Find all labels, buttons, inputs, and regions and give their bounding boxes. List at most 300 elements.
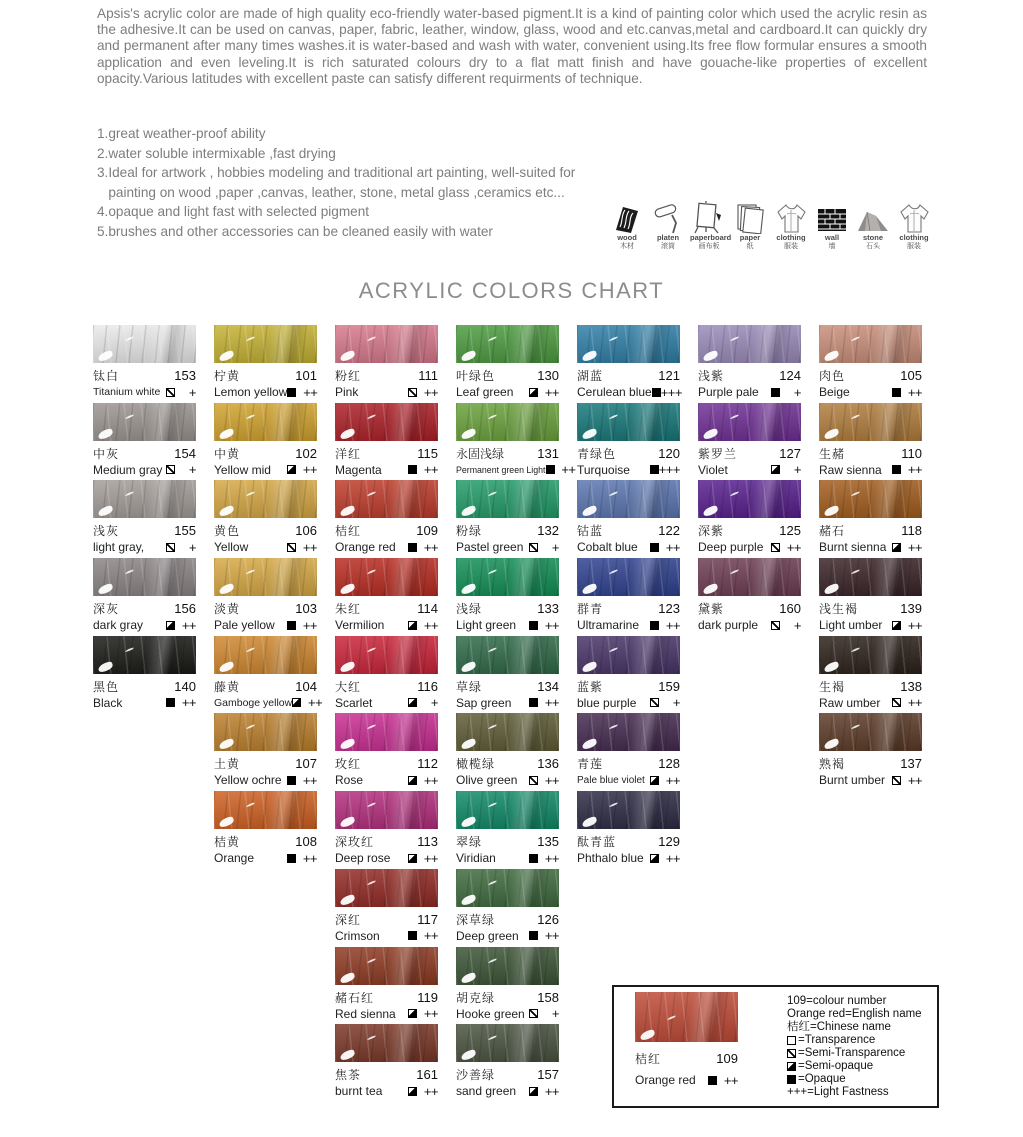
color-en-name: Deep rose bbox=[335, 851, 391, 866]
swatch-cell bbox=[456, 636, 559, 714]
swatch-image bbox=[214, 636, 317, 674]
semi-transparence-symbol bbox=[529, 543, 538, 552]
swatch-cell bbox=[577, 325, 680, 403]
color-cn-name: 深紫 bbox=[698, 524, 725, 539]
surface-label-cn: 木材 bbox=[620, 242, 634, 250]
fastness-marks: ++ bbox=[423, 539, 438, 555]
swatch-image bbox=[214, 558, 317, 596]
fastness-marks: + bbox=[430, 695, 438, 711]
swatch-cell bbox=[93, 636, 196, 714]
color-number: 132 bbox=[537, 523, 559, 539]
legend-sample-en-name: Orange red bbox=[635, 1073, 696, 1087]
surface-label-en: clothing bbox=[899, 233, 929, 242]
color-number: 123 bbox=[658, 601, 680, 617]
legend-line-label: 109=colour number bbox=[787, 995, 887, 1007]
surface-label-cn: 画布板 bbox=[698, 242, 720, 250]
color-number: 125 bbox=[779, 523, 801, 539]
swatch-image bbox=[577, 325, 680, 363]
swatch-cell bbox=[819, 636, 922, 714]
color-number: 112 bbox=[417, 756, 438, 772]
color-number: 134 bbox=[537, 678, 559, 694]
color-number: 105 bbox=[900, 368, 922, 383]
surface-platen bbox=[649, 201, 687, 251]
swatch-image bbox=[335, 947, 438, 985]
swatch-image bbox=[93, 325, 196, 363]
fastness-marks: ++ bbox=[181, 617, 196, 633]
swatch-cell bbox=[819, 325, 922, 403]
color-cn-name: 柠黄 bbox=[214, 369, 241, 383]
color-en-name: Ultramarine bbox=[577, 618, 640, 633]
color-cn-name: 浅绿 bbox=[456, 602, 483, 617]
legend-line-label: =Semi-Transparence bbox=[798, 1047, 906, 1059]
color-cn-name: 桔红 bbox=[335, 524, 362, 539]
swatch-image bbox=[214, 325, 317, 363]
color-en-name: Permanent green Light bbox=[456, 464, 546, 475]
fastness-marks: + bbox=[551, 539, 559, 555]
surface-label-cn: 纸 bbox=[746, 242, 754, 250]
semi-opaque-symbol bbox=[408, 776, 417, 785]
color-en-name: Lemon yellow bbox=[214, 385, 288, 399]
color-cn-name: 赭石红 bbox=[335, 990, 375, 1005]
color-en-name: Orange bbox=[214, 851, 255, 866]
legend-sample bbox=[635, 992, 738, 1087]
fastness-marks: ++ bbox=[786, 539, 801, 555]
color-number: 122 bbox=[658, 523, 680, 539]
semi-transparence-symbol bbox=[529, 776, 538, 785]
opaque-symbol bbox=[892, 465, 901, 474]
swatch-cell bbox=[456, 1024, 559, 1102]
swatch-image bbox=[214, 791, 317, 829]
semi-opaque-symbol bbox=[771, 465, 780, 474]
surface-paper bbox=[731, 201, 769, 251]
color-cn-name: 胡克绿 bbox=[456, 990, 496, 1005]
swatch-cell bbox=[214, 403, 317, 481]
semi-opaque-symbol bbox=[408, 698, 417, 707]
color-number: 158 bbox=[537, 989, 559, 1005]
opaque-symbol bbox=[408, 465, 417, 474]
fastness-marks: ++ bbox=[423, 850, 438, 866]
color-number: 157 bbox=[537, 1067, 559, 1083]
swatch-image bbox=[819, 713, 922, 751]
legend-line bbox=[787, 1034, 922, 1047]
color-number: 119 bbox=[417, 989, 438, 1005]
fastness-marks: ++ bbox=[665, 850, 680, 866]
semi-opaque-symbol bbox=[166, 621, 175, 630]
color-en-name: Olive green bbox=[456, 773, 518, 788]
color-cn-name: 翠绿 bbox=[456, 835, 483, 850]
swatch-cell bbox=[335, 325, 438, 403]
color-number: 129 bbox=[658, 834, 680, 850]
color-en-name: Turquoise bbox=[577, 462, 630, 477]
color-en-name: dark gray bbox=[93, 618, 144, 633]
color-number: 161 bbox=[416, 1067, 438, 1083]
color-cn-name: 淡黄 bbox=[214, 602, 241, 617]
semi-opaque-symbol bbox=[650, 776, 659, 785]
swatch-image bbox=[456, 869, 559, 907]
swatch-cell bbox=[577, 558, 680, 636]
color-en-name: Cobalt blue bbox=[577, 540, 638, 555]
color-number: 137 bbox=[900, 756, 922, 772]
color-number: 124 bbox=[779, 368, 801, 383]
color-en-name: Scarlet bbox=[335, 695, 373, 710]
semi-transparence-symbol bbox=[287, 543, 296, 552]
swatch-cell bbox=[335, 403, 438, 481]
fastness-marks: ++ bbox=[665, 617, 680, 633]
opaque-symbol bbox=[287, 388, 296, 397]
fastness-marks: ++ bbox=[302, 617, 317, 633]
opaque-symbol bbox=[546, 465, 555, 474]
opaque-symbol bbox=[650, 621, 659, 630]
color-cn-name: 蓝紫 bbox=[577, 679, 604, 694]
color-number: 159 bbox=[658, 678, 680, 694]
color-en-name: Yellow mid bbox=[214, 462, 271, 477]
swatch-cell bbox=[698, 558, 801, 636]
color-number: 135 bbox=[537, 834, 559, 850]
opaque-symbol bbox=[529, 621, 538, 630]
color-en-name: Cerulean blue bbox=[577, 385, 652, 399]
color-number: 140 bbox=[174, 678, 196, 694]
swatch-image bbox=[456, 713, 559, 751]
color-number: 111 bbox=[418, 368, 438, 383]
fastness-marks: ++ bbox=[423, 617, 438, 633]
surface-label-en: clothing bbox=[776, 233, 806, 242]
color-cn-name: 钴蓝 bbox=[577, 524, 604, 539]
swatch-image bbox=[698, 558, 801, 596]
swatch-image bbox=[335, 869, 438, 907]
legend-line-label: 桔红=Chinese name bbox=[787, 1021, 891, 1033]
fastness-marks: ++ bbox=[544, 617, 559, 633]
surface-label-en: paperboard bbox=[690, 233, 732, 242]
fastness-marks: ++ bbox=[907, 384, 922, 400]
swatch-cell bbox=[819, 713, 922, 791]
color-cn-name: 赭石 bbox=[819, 524, 846, 539]
color-cn-name: 深红 bbox=[335, 912, 362, 927]
swatch-cell bbox=[214, 636, 323, 714]
fastness-marks: ++ bbox=[907, 539, 922, 555]
opaque-symbol bbox=[892, 388, 901, 397]
color-en-name: dark purple bbox=[698, 618, 759, 633]
swatch-cell bbox=[93, 403, 196, 481]
color-cn-name: 沙善绿 bbox=[456, 1068, 496, 1083]
fastness-marks: ++ bbox=[665, 539, 680, 555]
semi-transparence-symbol bbox=[166, 388, 175, 397]
swatch-cell bbox=[577, 480, 680, 558]
color-en-name: Titanium white bbox=[93, 386, 161, 398]
color-cn-name: 深草绿 bbox=[456, 912, 496, 927]
color-en-name: Yellow bbox=[214, 540, 249, 555]
fastness-marks: ++ bbox=[907, 617, 922, 633]
swatch-cell bbox=[456, 713, 559, 791]
swatch-cell bbox=[335, 558, 438, 636]
swatch-cell bbox=[456, 947, 559, 1025]
swatch-image bbox=[335, 713, 438, 751]
swatch-image bbox=[456, 791, 559, 829]
color-cn-name: 大红 bbox=[335, 679, 362, 694]
semi-transparence-symbol bbox=[892, 698, 901, 707]
surface-wall bbox=[813, 201, 851, 251]
fastness-marks: + bbox=[188, 539, 196, 555]
swatch-cell bbox=[698, 325, 801, 403]
color-number: 110 bbox=[901, 445, 922, 461]
opaque-symbol bbox=[408, 931, 417, 940]
color-en-name: Pink bbox=[335, 385, 359, 399]
swatch-cell bbox=[456, 325, 559, 403]
swatch-image bbox=[698, 325, 801, 363]
color-cn-name: 群青 bbox=[577, 602, 604, 617]
color-en-name: blue purple bbox=[577, 695, 637, 710]
fastness-marks: ++ bbox=[544, 850, 559, 866]
fastness-marks: ++ bbox=[665, 772, 680, 788]
color-en-name: Purple pale bbox=[698, 385, 759, 399]
color-cn-name: 橄榄绿 bbox=[456, 757, 496, 772]
swatch-cell bbox=[698, 480, 801, 558]
color-number: 109 bbox=[416, 523, 438, 539]
page-title: ACRYLIC COLORS CHART bbox=[358, 278, 665, 303]
legend-lines bbox=[787, 995, 922, 1099]
color-number: 117 bbox=[417, 911, 438, 927]
legend-sample-cn-name: 桔红 bbox=[635, 1052, 662, 1066]
color-cn-name: 粉绿 bbox=[456, 524, 483, 539]
semi-opaque-symbol bbox=[408, 1087, 417, 1096]
swatch-image bbox=[456, 480, 559, 518]
surface-clothing-1 bbox=[772, 201, 810, 251]
swatch-image bbox=[214, 403, 317, 441]
color-en-name: Rose bbox=[335, 773, 364, 788]
legend-sample-swatch bbox=[635, 992, 738, 1042]
color-cn-name: 焦茶 bbox=[335, 1068, 362, 1083]
color-cn-name: 洋红 bbox=[335, 446, 362, 461]
swatch-cell bbox=[577, 713, 680, 791]
swatch-image bbox=[335, 480, 438, 518]
color-cn-name: 青莲 bbox=[577, 757, 604, 772]
swatch-cell bbox=[819, 403, 922, 481]
surface-label-cn: 服装 bbox=[907, 242, 921, 250]
color-cn-name: 浅灰 bbox=[93, 524, 120, 539]
swatch-image bbox=[819, 403, 922, 441]
swatch-cell bbox=[93, 558, 196, 636]
semi-transparence-symbol bbox=[650, 698, 659, 707]
color-en-name: Gamboge yellow bbox=[214, 696, 293, 709]
swatch-image bbox=[93, 480, 196, 518]
color-number: 115 bbox=[417, 445, 438, 461]
semi-opaque-symbol bbox=[408, 1009, 417, 1018]
swatch-cell bbox=[819, 558, 922, 636]
fastness-marks: + bbox=[188, 384, 196, 400]
color-en-name: Hooke green bbox=[456, 1006, 525, 1021]
semi-opaque-symbol bbox=[292, 698, 301, 707]
swatch-image bbox=[335, 636, 438, 674]
semi-transparence-symbol bbox=[771, 543, 780, 552]
fastness-marks: ++ bbox=[544, 772, 559, 788]
swatch-image bbox=[577, 558, 680, 596]
color-number: 113 bbox=[417, 834, 438, 850]
fastness-marks: ++ bbox=[423, 462, 438, 478]
fastness-marks: ++ bbox=[302, 772, 317, 788]
color-cn-name: 黛紫 bbox=[698, 602, 725, 617]
semi-opaque-symbol bbox=[529, 1087, 538, 1096]
fastness-marks: ++ bbox=[302, 850, 317, 866]
swatch-cell bbox=[335, 791, 438, 869]
swatch-image bbox=[335, 558, 438, 596]
surface-label-en: platen bbox=[656, 233, 680, 242]
opaque-symbol bbox=[287, 621, 296, 630]
fastness-marks: + bbox=[188, 462, 196, 478]
jacket-icon bbox=[895, 201, 933, 234]
color-cn-name: 叶绿色 bbox=[456, 369, 496, 383]
swatch-cell bbox=[93, 325, 196, 403]
semi-opaque-symbol bbox=[787, 1062, 796, 1071]
color-cn-name: 中灰 bbox=[93, 446, 120, 461]
surface-clothing-2 bbox=[895, 201, 933, 251]
color-cn-name: 中黄 bbox=[214, 446, 241, 461]
color-cn-name: 黄色 bbox=[214, 524, 241, 539]
opacity-symbol bbox=[708, 1076, 717, 1085]
color-number: 114 bbox=[417, 601, 438, 617]
semi-transparence-symbol bbox=[771, 621, 780, 630]
swatch-cell bbox=[577, 403, 680, 481]
swatch-image bbox=[335, 1024, 438, 1062]
legend-line bbox=[787, 1008, 922, 1021]
color-number: 116 bbox=[417, 678, 438, 694]
color-number: 130 bbox=[537, 368, 559, 383]
swatch-image bbox=[214, 480, 317, 518]
color-en-name: Beige bbox=[819, 385, 850, 399]
legend-box bbox=[612, 985, 939, 1108]
fastness-marks: ++ bbox=[181, 695, 196, 711]
color-en-name: Medium gray bbox=[93, 462, 163, 477]
swatch-cell bbox=[698, 403, 801, 481]
color-en-name: sand green bbox=[456, 1084, 517, 1099]
surface-label-cn: 滚筒 bbox=[661, 242, 675, 250]
legend-line-label: =Opaque bbox=[798, 1073, 846, 1085]
color-en-name: Yellow ochre bbox=[214, 773, 282, 788]
swatch-image bbox=[456, 1024, 559, 1062]
swatch-image bbox=[577, 791, 680, 829]
swatch-image bbox=[577, 636, 680, 674]
legend-line bbox=[787, 1073, 922, 1086]
surface-label-en: stone bbox=[862, 233, 883, 242]
color-en-name: Light umber bbox=[819, 618, 883, 633]
opaque-symbol bbox=[650, 465, 659, 474]
semi-transparence-symbol bbox=[892, 776, 901, 785]
opaque-symbol bbox=[287, 854, 296, 863]
color-number: 128 bbox=[658, 756, 680, 772]
legend-line bbox=[787, 1086, 922, 1099]
semi-opaque-symbol bbox=[408, 854, 417, 863]
semi-opaque-symbol bbox=[892, 543, 901, 552]
swatch-cell bbox=[335, 480, 438, 558]
swatch-image bbox=[819, 325, 922, 363]
color-cn-name: 熟褐 bbox=[819, 757, 846, 772]
color-en-name: Phthalo blue bbox=[577, 851, 644, 866]
fastness-marks: + bbox=[672, 695, 680, 711]
swatch-cell bbox=[456, 403, 576, 481]
color-en-name: Burnt umber bbox=[819, 773, 886, 788]
color-cn-name: 永固浅绿 bbox=[456, 446, 505, 461]
color-cn-name: 黑色 bbox=[93, 679, 120, 694]
color-cn-name: 深玫红 bbox=[335, 835, 375, 850]
color-en-name: Pastel green bbox=[456, 540, 524, 555]
color-en-name: Crimson bbox=[335, 928, 380, 943]
transparence-symbol bbox=[787, 1036, 796, 1045]
fastness-marks: ++ bbox=[303, 384, 318, 400]
color-number: 104 bbox=[295, 678, 317, 694]
color-en-name: Orange red bbox=[335, 540, 396, 555]
color-number: 131 bbox=[537, 445, 559, 461]
fastness-marks: ++ bbox=[302, 539, 317, 555]
swatch-image bbox=[819, 636, 922, 674]
wood-icon bbox=[608, 201, 646, 234]
opaque-symbol bbox=[650, 543, 659, 552]
feature-item: painting on wood ,paper ,canvas, leather, stone, metal glass ,ceramics etc... bbox=[97, 184, 565, 200]
fastness-marks: ++ bbox=[544, 1083, 559, 1099]
color-cn-name: 玫红 bbox=[335, 757, 362, 772]
swatch-cell bbox=[214, 713, 317, 791]
fastness-marks: + bbox=[793, 462, 801, 478]
fastness-marks: ++ bbox=[544, 928, 559, 944]
swatch-image bbox=[93, 636, 196, 674]
swatch-image bbox=[577, 403, 680, 441]
swatch-cell bbox=[456, 869, 559, 947]
color-en-name: Raw sienna bbox=[819, 462, 882, 477]
semi-opaque-symbol bbox=[892, 621, 901, 630]
color-number: 103 bbox=[295, 601, 317, 617]
color-number: 139 bbox=[900, 601, 922, 617]
color-number: 138 bbox=[900, 678, 922, 694]
color-number: 155 bbox=[174, 523, 196, 539]
color-number: 160 bbox=[779, 601, 801, 617]
opaque-symbol bbox=[787, 1075, 796, 1084]
legend-line-label: Orange red=English name bbox=[787, 1008, 922, 1020]
legend-line-label: =Transparence bbox=[798, 1034, 876, 1046]
color-cn-name: 肉色 bbox=[819, 369, 846, 383]
legend-line bbox=[787, 995, 922, 1008]
swatch-image bbox=[456, 403, 559, 441]
legend-line bbox=[787, 1060, 922, 1073]
color-cn-name: 浅生褐 bbox=[819, 602, 859, 617]
surfaces-strip bbox=[608, 201, 933, 251]
color-number: 106 bbox=[295, 523, 317, 539]
swatch-cell bbox=[456, 558, 559, 636]
intro-paragraph: Apsis's acrylic color are made of high quality eco-friendly water-based pigment.It is a kind of painting color which used the acrylic resin as the adhesive.It can be used on canvas, paper, fabric, leather, window, glass, wood and etc.canvas,metal and cardboard.It can quickly dry and permanent after many times washes.it is water-based and wash with water, convenient using.Its free flow formular ensures a smooth application and even leveling.It is rich saturated colours dry to a flat matt finish and have gouache-like properties of excellent opacity.Various latitudes with excellent paste can satisfy different requirments of technique. bbox=[97, 6, 927, 86]
swatch-cell bbox=[335, 636, 438, 714]
color-cn-name: 土黄 bbox=[214, 757, 241, 772]
fastness-marks: ++ bbox=[308, 695, 323, 711]
color-number: 127 bbox=[779, 445, 801, 461]
semi-opaque-symbol bbox=[287, 465, 296, 474]
paper-sheets-icon bbox=[731, 201, 769, 234]
surface-label-en: wood bbox=[617, 233, 637, 242]
fastness-marks: +++ bbox=[660, 384, 682, 400]
semi-opaque-symbol bbox=[529, 388, 538, 397]
semi-transparence-symbol bbox=[166, 543, 175, 552]
semi-transparence-symbol bbox=[166, 465, 175, 474]
color-en-name: Deep green bbox=[456, 928, 519, 943]
fastness-marks: ++ bbox=[544, 384, 559, 400]
swatch-cell bbox=[214, 558, 317, 636]
paint-roller-icon bbox=[649, 201, 687, 234]
fastness-marks: ++ bbox=[907, 462, 922, 478]
color-en-name: Sap green bbox=[456, 695, 512, 710]
surface-label-cn: 服装 bbox=[784, 242, 798, 250]
fastness-marks: + bbox=[793, 384, 801, 400]
legend-line bbox=[787, 1047, 922, 1060]
surface-label-en: paper bbox=[739, 233, 761, 242]
color-number: 154 bbox=[174, 445, 196, 461]
swatch-image bbox=[456, 325, 559, 363]
swatch-image bbox=[577, 480, 680, 518]
fastness-marks: ++ bbox=[423, 384, 438, 400]
